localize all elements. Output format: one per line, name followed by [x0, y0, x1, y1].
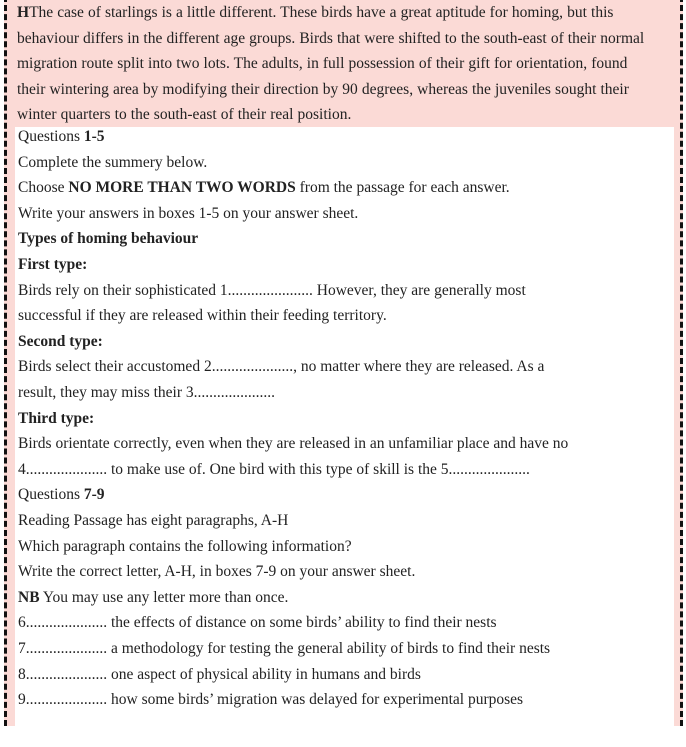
nb-text: You may use any letter more than once. [39, 588, 289, 606]
heading-prefix: Questions [18, 128, 84, 145]
question-number: 9 [18, 691, 26, 709]
passage-line: migration route split into two lots. The adults, in full possession of their gift for orientation, found [17, 55, 628, 73]
questions-7-9-heading [18, 485, 105, 505]
second-type-heading: Second type: [18, 332, 103, 350]
question-text: a methodology for testing the general ability of birds to find their nests [107, 640, 551, 657]
instruction-word-limit [18, 178, 510, 198]
first-type-line: successful if they are released within their feeding territory. [18, 307, 387, 325]
instruction-paragraph-count: Reading Passage has eight paragraphs, A-H [18, 512, 289, 529]
passage-paragraph-h [17, 0, 677, 128]
questions-1-5-heading [18, 127, 105, 147]
instruction-correct-letter: Write the correct letter, A-H, in boxes 7-9 on your answer sheet. [18, 563, 416, 581]
passage-line: behaviour differs in the different age groups. Birds that were shifted to the south-east of their normal [17, 29, 645, 47]
paragraph-letter: H [17, 4, 30, 21]
highlighted-passage-frame [4, 0, 683, 726]
question-number: 6 [18, 614, 26, 632]
answer-blank[interactable]: ..................... [25, 640, 108, 657]
instruction-answer-boxes: Write your answers in boxes 1-5 on your answer sheet. [18, 204, 359, 222]
heading-range: 7-9 [83, 486, 105, 504]
instruction-which-paragraph: Which paragraph contains the following information? [18, 537, 352, 555]
answer-blank[interactable]: ..................... [25, 614, 108, 632]
heading-prefix: Questions [18, 486, 84, 504]
question-item [18, 690, 523, 710]
first-type-line: Birds rely on their sophisticated 1...................... However, they are generally most [18, 281, 526, 299]
second-type-line: result, they may miss their 3..................... [18, 384, 276, 401]
heading-range: 1-5 [83, 128, 105, 145]
question-text: the effects of distance on some birds’ ability to find their nests [107, 614, 497, 632]
third-type-line: Birds orientate correctly, even when they are released in an unfamiliar place and have no [18, 435, 569, 453]
question-item [18, 639, 550, 659]
questions-panel [15, 127, 674, 747]
answer-blank[interactable]: ..................... [25, 691, 108, 709]
instruction-bold: NO MORE THAN TWO WORDS [68, 179, 296, 197]
instruction-complete-summary: Complete the summery below. [18, 153, 208, 171]
second-type-line: Birds select their accustomed 2....................., no matter where they are released. As a [18, 358, 545, 376]
instruction-suffix: from the passage for each answer. [295, 179, 510, 197]
instruction-prefix: Choose [18, 179, 69, 197]
question-item [18, 613, 497, 633]
nb-label: NB [18, 588, 40, 606]
third-type-line: 4..................... to make use of. One bird with this type of skill is the 5..................... [18, 460, 530, 478]
question-text: how some birds’ migration was delayed for experimental purposes [107, 691, 524, 709]
answer-blank[interactable]: ..................... [25, 665, 108, 683]
nb-note [18, 588, 288, 608]
question-item [18, 665, 421, 685]
question-number: 7 [18, 640, 26, 657]
passage-line: their wintering area by modifying their direction by 90 degrees, whereas the juveniles sought their [17, 80, 629, 98]
passage-line: winter quarters to the south-east of their real position. [17, 106, 352, 124]
first-type-heading: First type: [18, 256, 88, 273]
passage-line: The case of starlings is a little different. These birds have a great aptitude for homing, but this [29, 4, 614, 21]
summary-title: Types of homing behaviour [18, 230, 199, 248]
question-text: one aspect of physical ability in humans and birds [107, 665, 421, 683]
question-number: 8 [18, 665, 26, 683]
third-type-heading: Third type: [18, 409, 95, 427]
